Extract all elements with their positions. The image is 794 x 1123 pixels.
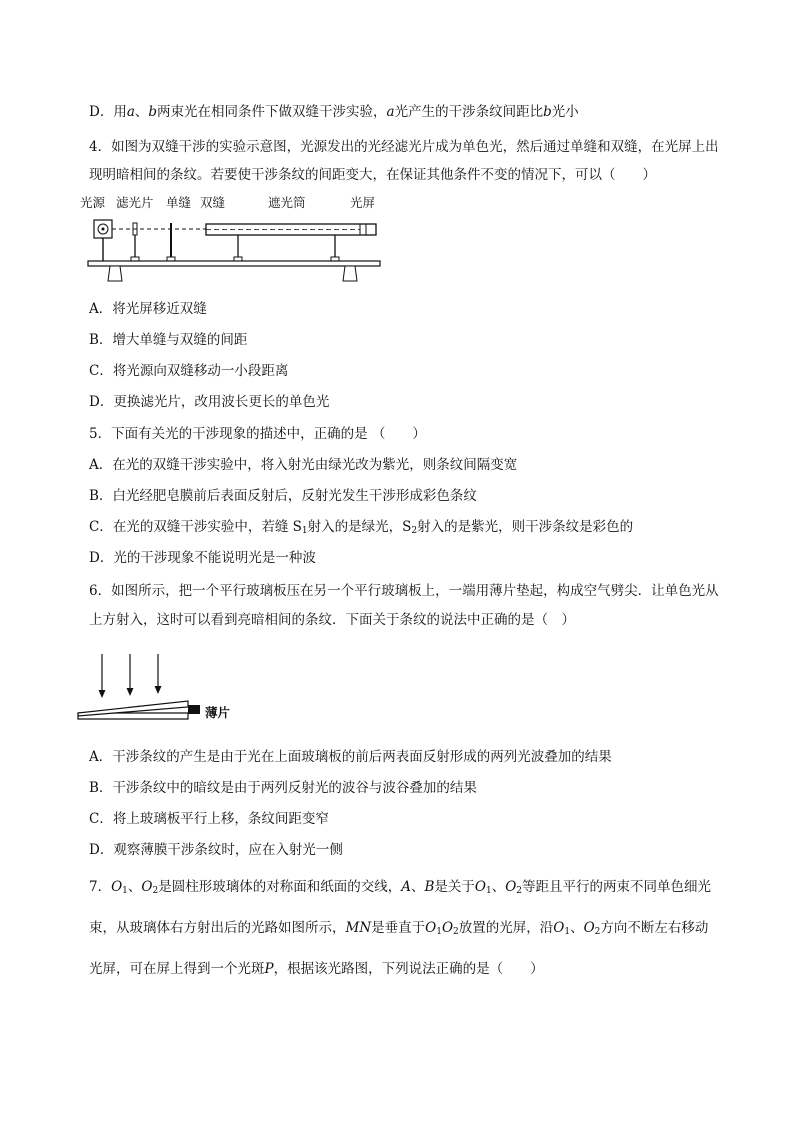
q6-stem-line1: 6．如图所示，把一个平行玻璃板压在另一个平行玻璃板上，一端用薄片垫起，构成空气劈尖．让单色光从 (89, 583, 719, 599)
q5-option-a: A．在光的双缝干涉实验中，将入射光由绿光改为紫光，则条纹间隔变宽 (89, 457, 518, 473)
double-slit-apparatus-figure (80, 193, 390, 287)
q7-stem-line3: 光屏，可在屏上得到一个光斑P，根据该光路图，下列说法正确的是（ ） (89, 961, 544, 977)
q5-option-d: D．光的干涉现象不能说明光是一种波 (89, 550, 316, 566)
q4-option-a: A．将光屏移近双缝 (89, 301, 207, 317)
q6-option-b: B．干涉条纹中的暗纹是由于两列反射光的波谷与波谷叠加的结果 (89, 780, 477, 796)
air-wedge-figure (76, 650, 246, 725)
label-single-slit: 单缝 (166, 195, 192, 210)
shim-block (188, 705, 200, 714)
label-tube: 遮光筒 (268, 195, 306, 210)
label-screen: 光屏 (350, 195, 376, 210)
label-source: 光源 (80, 195, 106, 210)
q7-stem-line2: 束，从玻璃体右方射出后的光路如图所示，MN是垂直于$O_1O_2$放置的光屏，沿$O_1$、$O_2$方向不断左右移动 (89, 920, 709, 937)
q7-stem-line1: 7．$O_1$、$O_2$是圆柱形玻璃体的对称面和纸面的交线，A、B是关于$O_1$、$O_2$等距且平行的两束不同单色细光 (89, 879, 712, 896)
q3-option-d: D．用a、b两束光在相同条件下做双缝干涉实验，a光产生的干涉条纹间距比b光小 (89, 104, 579, 120)
q6-option-d: D．观察薄膜干涉条纹时，应在入射光一侧 (89, 842, 343, 858)
q3-optd-label: D．用 (89, 104, 127, 120)
q6-option-c: C．将上玻璃板平行上移，条纹间距变窄 (89, 811, 329, 827)
q4-option-b: B．增大单缝与双缝的间距 (89, 332, 248, 348)
label-shim: 薄片 (205, 705, 231, 720)
optical-bench (88, 261, 380, 281)
q4-option-d: D．更换滤光片，改用波长更长的单色光 (89, 394, 330, 410)
q5-option-b: B．白光经肥皂膜前后表面反射后，反射光发生干涉形成彩色条纹 (89, 488, 477, 504)
label-double-slit: 双缝 (200, 195, 226, 210)
q4-stem-line2: 现明暗相间的条纹。若要使干涉条纹的间距变大，在保证其他条件不变的情况下，可以（ ） (89, 167, 656, 183)
q5-stem: 5．下面有关光的干涉现象的描述中，正确的是 （ ） (89, 426, 426, 442)
q4-stem-line1: 4．如图为双缝干涉的实验示意图，光源发出的光经滤光片成为单色光，然后通过单缝和双缝，在光屏上出 (89, 139, 719, 155)
light-tube-icon (206, 224, 376, 261)
q6-option-a: A．干涉条纹的产生是由于光在上面玻璃板的前后两表面反射形成的两列光波叠加的结果 (89, 749, 612, 765)
q5-option-c: C．在光的双缝干涉实验中，若缝 $S_1$射入的是绿光，$S_2$射入的是紫光，则干涉条纹是彩色的 (89, 519, 634, 536)
q4-option-c: C．将光源向双缝移动一小段距离 (89, 363, 289, 379)
lamp-icon (94, 220, 112, 261)
incident-arrows (99, 654, 162, 698)
glass-plates (78, 701, 188, 719)
label-filter: 滤光片 (116, 195, 154, 210)
q6-stem-line2: 上方射入，这时可以看到亮暗相间的条纹．下面关于条纹的说法中正确的是（ ） (89, 612, 575, 628)
